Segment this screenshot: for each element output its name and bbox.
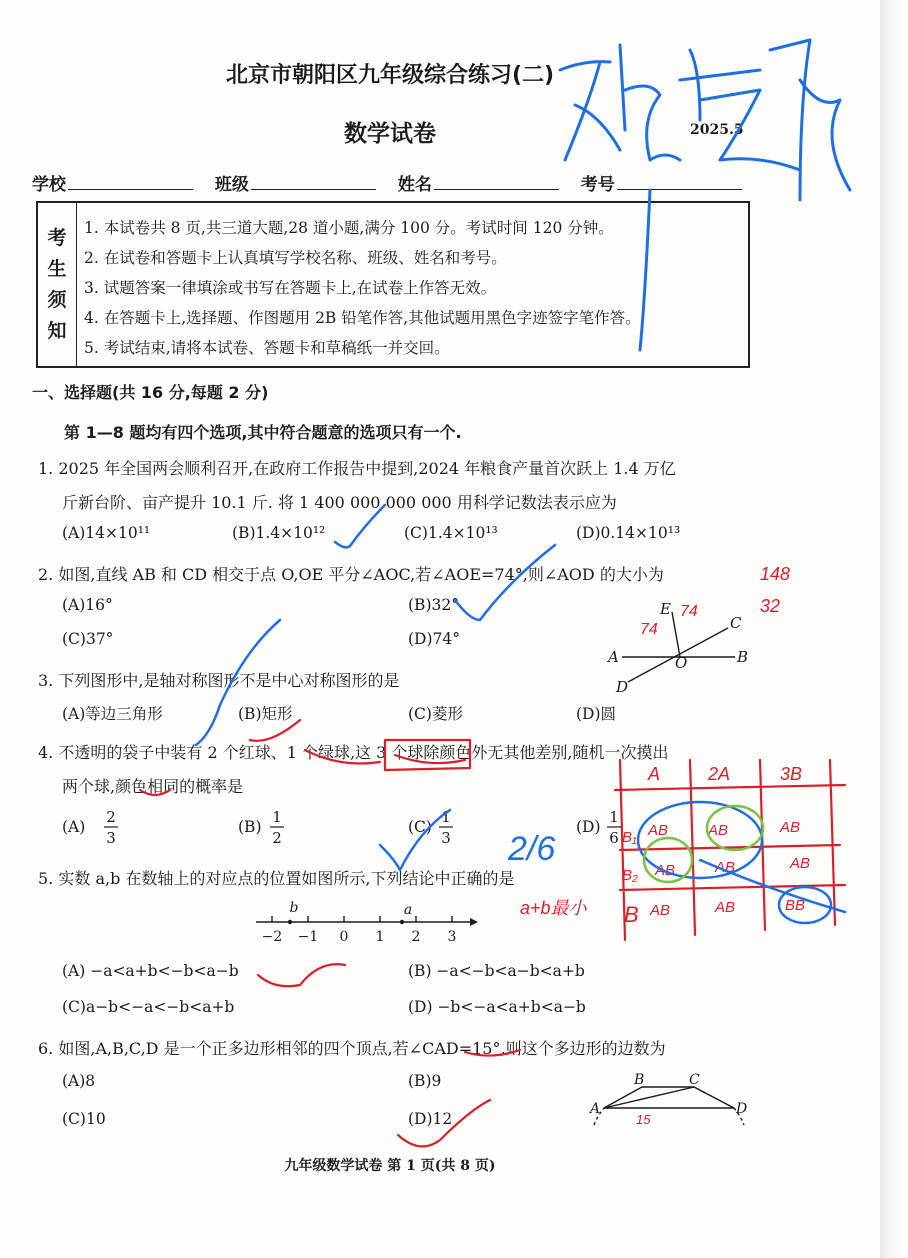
notice-item: 1. 本试卷共 8 页,共三道大题,28 道小题,满分 100 分。考试时间 120 分钟。 xyxy=(84,219,614,237)
note-74: 74 xyxy=(640,621,658,638)
note-32: 32 xyxy=(760,596,781,616)
q4-option-a-label: (A) xyxy=(62,818,86,836)
notice-item: 3. 试题答案一律填涂或书写在答题卡上,在试卷上作答无效。 xyxy=(84,279,497,297)
q5-option-a: (A) −a<a+b<−b<a−b xyxy=(62,962,239,980)
table-cell: AB xyxy=(650,902,671,919)
q4-d-denominator: 6 xyxy=(609,829,619,847)
question-1-line-1: 1. 2025 年全国两会顺利召开,在政府工作报告中提到,2024 年粮食产量首次跃上 1.4 万亿 xyxy=(38,459,676,478)
check-q1 xyxy=(335,505,385,547)
table-cell: AB xyxy=(715,899,736,916)
polygon-sides xyxy=(604,1087,734,1108)
table-row-label: B xyxy=(624,902,639,927)
table-row-label: B₁ xyxy=(622,829,637,846)
handwriting-red-marks xyxy=(140,720,845,1146)
label-b: B xyxy=(634,1072,645,1088)
question-5-line-1: 5. 实数 a,b 在数轴上的对应点的位置如图所示,下列结论中正确的是 xyxy=(38,869,515,888)
q1-option-d: (D)0.14×10¹³ xyxy=(576,524,681,542)
q4-c-numerator: 1 xyxy=(441,808,451,826)
field-label-exam-number: 考号 xyxy=(580,175,615,195)
underline-q3 xyxy=(250,720,300,741)
table-row-label: B₂ xyxy=(622,867,638,884)
question-4-line-1: 4. 不透明的袋子中装有 2 个红球、1 个绿球,这 3 个球除颜色外无其他差别,随机一次摸出 xyxy=(38,743,669,762)
q5-option-d: (D) −b<−a<a+b<a−b xyxy=(408,998,586,1016)
q6-option-a: (A)8 xyxy=(62,1072,96,1090)
point-label-b: b xyxy=(289,900,299,916)
tick-label: −1 xyxy=(297,929,319,945)
q2-option-b: (B)32° xyxy=(408,596,459,614)
point-a xyxy=(400,920,404,924)
field-label-name: 姓名 xyxy=(397,175,432,195)
table-cell: AB xyxy=(780,819,801,836)
table-cell: AB xyxy=(790,855,811,872)
check-q3 xyxy=(196,620,280,745)
q6-option-b: (B)9 xyxy=(408,1072,442,1090)
q5-option-c: (C)a−b<−a<−b<a+b xyxy=(62,998,235,1016)
section-intro: 第 1—8 题均有四个选项,其中符合题意的选项只有一个. xyxy=(64,423,462,442)
q4-d-numerator: 1 xyxy=(609,808,619,826)
notice-item: 2. 在试卷和答题卡上认真填写学校名称、班级、姓名和考号。 xyxy=(84,249,507,267)
table-header: 3B xyxy=(780,764,803,784)
q6-option-d: (D)12 xyxy=(408,1110,453,1128)
question-1-line-2: 斤新台阶、亩产提升 10.1 斤. 将 1 400 000 000 000 用科学记数法表示应为 xyxy=(62,493,617,512)
tick-label: 3 xyxy=(447,929,457,945)
note-2-over-6: 2/6 xyxy=(508,830,556,868)
label-e: E xyxy=(660,600,671,618)
q3-option-a: (A)等边三角形 xyxy=(62,705,163,723)
q1-option-a: (A)14×10¹¹ xyxy=(62,524,151,542)
q3-option-b: (B)矩形 xyxy=(238,705,293,723)
label-c: C xyxy=(689,1072,700,1088)
label-b: B xyxy=(737,648,749,666)
label-d: D xyxy=(736,1101,748,1117)
check-q6 xyxy=(398,1100,490,1146)
q5-number-line xyxy=(256,916,478,926)
label-a: A xyxy=(608,648,619,666)
note-74: 74 xyxy=(680,603,698,620)
field-label-class: 班级 xyxy=(214,175,249,195)
tick-label: 0 xyxy=(339,929,349,945)
table-cell: AB xyxy=(655,862,676,879)
handwriting-signature xyxy=(560,40,850,350)
exam-date: 2025.5 xyxy=(690,122,744,138)
label-o: O xyxy=(675,654,688,672)
underline-color xyxy=(140,790,170,795)
tick-label: −2 xyxy=(261,929,283,945)
check-q5 xyxy=(258,964,345,986)
check-q4 xyxy=(380,810,450,870)
exam-subtitle: 数学试卷 xyxy=(344,121,436,147)
q2-figure-labels xyxy=(606,600,748,696)
table-cell: BB xyxy=(785,897,806,914)
q4-b-numerator: 1 xyxy=(272,808,282,826)
q4-b-denominator: 2 xyxy=(272,829,282,847)
tick-label: 2 xyxy=(411,929,421,945)
note-15: 15 xyxy=(636,1112,651,1127)
axis-arrow xyxy=(470,918,478,926)
ray-oe xyxy=(672,612,680,657)
handwriting-checks xyxy=(196,505,555,870)
segment-ac xyxy=(604,1087,694,1108)
section-heading: 一、选择题(共 16 分,每题 2 分) xyxy=(32,383,269,402)
underline-q6 xyxy=(465,1050,520,1056)
field-label-school: 学校 xyxy=(32,175,66,195)
question-2-line-1: 2. 如图,直线 AB 和 CD 相交于点 O,OE 平分∠AOC,若∠AOE=74°,则∠AOD 的大小为 xyxy=(38,565,664,584)
handwriting-blue-fraction xyxy=(507,830,555,868)
label-a: A xyxy=(590,1101,601,1117)
q4-a-numerator: 2 xyxy=(106,808,116,826)
q1-option-c: (C)1.4×10¹³ xyxy=(404,524,498,542)
q4-c-denominator: 3 xyxy=(441,829,451,847)
handwriting-red-text xyxy=(520,564,810,1127)
question-6-line-1: 6. 如图,A,B,C,D 是一个正多边形相邻的四个顶点,若∠CAD=15°,则这个多边形的边数为 xyxy=(38,1039,666,1058)
notice-item: 5. 考试结束,请将本试卷、答题卡和草稿纸一并交回。 xyxy=(84,339,450,357)
q6-option-c: (C)10 xyxy=(62,1110,106,1128)
notice-item: 4. 在答题卡上,选择题、作图题用 2B 铅笔作答,其他试题用黑色字迹签字笔作答。 xyxy=(84,309,641,327)
notice-label: 考 生 须 知 xyxy=(38,203,77,366)
table-header: 2A xyxy=(708,764,731,784)
table-cell: AB xyxy=(708,822,729,839)
table-header: A xyxy=(648,764,661,784)
q4-option-d-label: (D) xyxy=(576,818,601,836)
table-cell: AB xyxy=(648,822,669,839)
question-4-line-2: 两个球,颜色相同的概率是 xyxy=(62,777,244,796)
q4-option-c-label: (C) xyxy=(408,818,432,836)
exam-title: 北京市朝阳区九年级综合练习(二) xyxy=(225,63,555,88)
q5-option-b: (B) −a<−b<a−b<a+b xyxy=(408,962,585,980)
q6-figure-labels xyxy=(588,1072,747,1117)
q6-figure xyxy=(594,1087,744,1125)
q3-option-c: (C)菱形 xyxy=(408,705,463,723)
q2-option-d: (D)74° xyxy=(408,630,460,648)
note-a-plus-b: a+b最小 xyxy=(520,898,587,918)
label-d: D xyxy=(616,678,629,696)
q1-option-b: (B)1.4×10¹² xyxy=(232,524,326,542)
question-3-line-1: 3. 下列图形中,是轴对称图形不是中心对称图形的是 xyxy=(38,671,400,690)
check-q2 xyxy=(455,545,555,620)
q2-option-a: (A)16° xyxy=(62,596,113,614)
point-b xyxy=(288,920,292,924)
point-label-a: a xyxy=(403,902,413,918)
q2-option-c: (C)37° xyxy=(62,630,114,648)
page-footer: 九年级数学试卷 第 1 页(共 8 页) xyxy=(284,1158,496,1174)
q4-option-b-label: (B) xyxy=(238,818,262,836)
table-cell: AB xyxy=(715,859,736,876)
note-148: 148 xyxy=(760,564,791,584)
q3-option-d: (D)圆 xyxy=(576,705,617,723)
q4-a-denominator: 3 xyxy=(106,829,116,847)
tick-label: 1 xyxy=(375,929,385,945)
label-c: C xyxy=(730,614,742,632)
